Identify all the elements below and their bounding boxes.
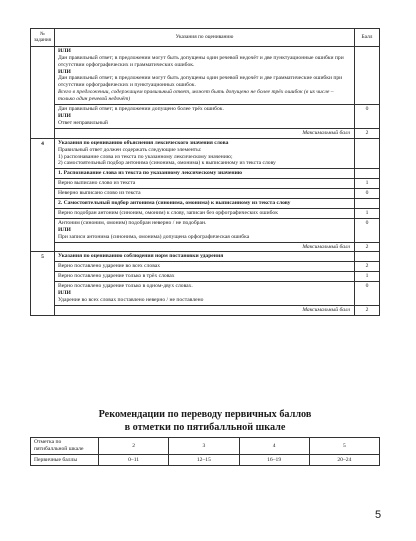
points-value: 2 [355,262,380,272]
marks-row [31,438,380,455]
criterion-text: Верно поставлено ударение во всех словах [55,262,355,272]
task4-header-row [31,138,380,169]
task-number-cell [31,242,55,252]
task-number-cell [31,105,55,129]
task-number-cell [31,218,55,242]
range-cell: 16–19 [239,455,309,466]
criterion-text: 2) самостоятельный подбор антонима (синонима, омонима) к выписанному из текста слову [58,160,276,167]
points-value: 1 [355,179,380,189]
max-score-value: 2 [355,305,380,315]
or-label: ИЛИ [58,47,71,54]
criterion-text: Верно выписано слово из текста [55,179,355,189]
task5-row-0 [31,282,380,306]
task-number-cell [31,262,55,272]
task-number-cell [31,189,55,199]
section-heading [30,408,380,434]
task4-part1-correct-row [31,179,380,189]
task4-part2-title-row [31,199,380,209]
task5-max-row [31,305,380,315]
task-number-cell [31,272,55,282]
heading-line-2: в отметки по пятибалльной шкале [124,422,286,433]
criteria-cell [55,46,355,104]
task3-zero-row [31,105,380,129]
header-points: Балл [355,29,380,47]
criteria-cell [55,138,355,169]
task-number-cell [31,282,55,306]
page-number: 5 [375,509,382,521]
task5-row-2 [31,262,380,272]
criterion-text: Антоним (синоним, омоним) подобран неверно / не подобран. [58,219,207,226]
points-value: 0 [355,218,380,242]
mark-cell: 2 [99,438,169,455]
criterion-text: 1) распознавание слова из текста по указанному лексическому значению; [58,153,233,160]
task-number-cell [31,46,55,104]
points-value: 1 [355,272,380,282]
criterion-subtitle: 2. Самостоятельный подбор антонима (синонима, омонима) к выписанному из текста слову [55,199,355,209]
criterion-text: Верно поставлено ударение только в одном-двух словах. [58,283,193,290]
criterion-text: Верно подобран антоним (синоним, омоним) к слову, записан без орфографических ошибок [55,208,355,218]
max-score-label: Максимальный балл [55,305,355,315]
mark-cell: 3 [169,438,239,455]
range-cell: 20–24 [309,455,379,466]
criterion-note: Всего в предложении, содержащем правильный ответ, может быть допущено не более трёх ошибок (в их числе – только один речевой недочёт) [58,89,334,103]
points-value: 0 [355,105,380,129]
mark-cell: 5 [309,438,379,455]
criterion-text: Неверно выписано слово из текста [55,189,355,199]
max-score-value: 2 [355,128,380,138]
task-number-cell [31,208,55,218]
task4-part1-wrong-row [31,189,380,199]
points-value: 0 [355,189,380,199]
criterion-subtitle: 1. Распознавание слова из текста по указанному лексическому значению [55,169,355,179]
max-score-label: Максимальный балл [55,242,355,252]
heading-line-1: Рекомендации по переводу первичных баллов [98,409,312,420]
task-number-cell [31,128,55,138]
task4-part1-title-row [31,169,380,179]
points-row-label: Первичные баллы [31,455,99,466]
max-score-label: Максимальный балл [55,128,355,138]
criterion-text: Правильный ответ должен содержать следующие элементы: [58,146,202,153]
points-value: 1 [355,208,380,218]
points-cell [355,46,380,104]
criteria-cell [55,282,355,306]
header-task-number: № задания [31,29,55,47]
task-number-cell [31,199,55,209]
max-score-value: 2 [355,242,380,252]
grade-scale-table [30,437,380,466]
task4-part2-correct-row [31,208,380,218]
criteria-cell [55,218,355,242]
task-number-cell [31,305,55,315]
header-criteria: Указания по оцениванию [55,29,355,47]
criterion-title: Указания по оцениванию объяснения лексического значения слова [58,139,229,146]
or-label: ИЛИ [58,226,71,233]
task4-part2-wrong-row [31,218,380,242]
range-cell: 12–15 [169,455,239,466]
task-number: 4 [31,138,55,169]
criterion-text: При записи антонима (синонима, омонима) допущена орфографическая ошибка [58,233,250,240]
criteria-table [30,28,380,316]
task3-max-row [31,128,380,138]
points-cell [355,169,380,179]
table-header-row [31,29,380,47]
points-cell [355,138,380,169]
criteria-cell [55,105,355,129]
task3-continuation-row [31,46,380,104]
task-number: 5 [31,252,55,262]
criterion-text: Дан правильный ответ; в предложении могут быть допущены один речевой недочёт и две пунктуационные ошибки при отсутствии орфографических и грамматических ошибок. [58,54,344,68]
task-number-cell [31,179,55,189]
mark-cell: 4 [239,438,309,455]
points-cell [355,199,380,209]
criterion-text: Верно поставлено ударение только в трёх словах [55,272,355,282]
or-label: ИЛИ [58,68,71,75]
task5-header-row [31,252,380,262]
task-number-cell [31,169,55,179]
or-label: ИЛИ [58,290,71,297]
marks-row-label: Отметка по пятибалльной шкале [31,438,99,455]
task5-row-1 [31,272,380,282]
task4-max-row [31,242,380,252]
criterion-text: Дан правильный ответ; в предложении могут быть допущены один речевой недочёт и две грамматические ошибки при отсутствии орфографических и пунктуационных ошибок. [58,75,343,89]
range-cell: 0–11 [99,455,169,466]
or-label: ИЛИ [58,112,71,119]
criterion-title: Указания по оцениванию соблюдения норм постановки ударения [55,252,355,262]
points-cell [355,252,380,262]
criterion-text: Ударение во всех словах поставлено неверно / не поставлено [58,297,204,303]
criterion-text: Дан правильный ответ; в предложении допущено более трёх ошибок. [58,106,224,113]
criterion-text: Ответ неправильный [58,119,108,126]
points-value: 0 [355,282,380,306]
points-row [31,455,380,466]
